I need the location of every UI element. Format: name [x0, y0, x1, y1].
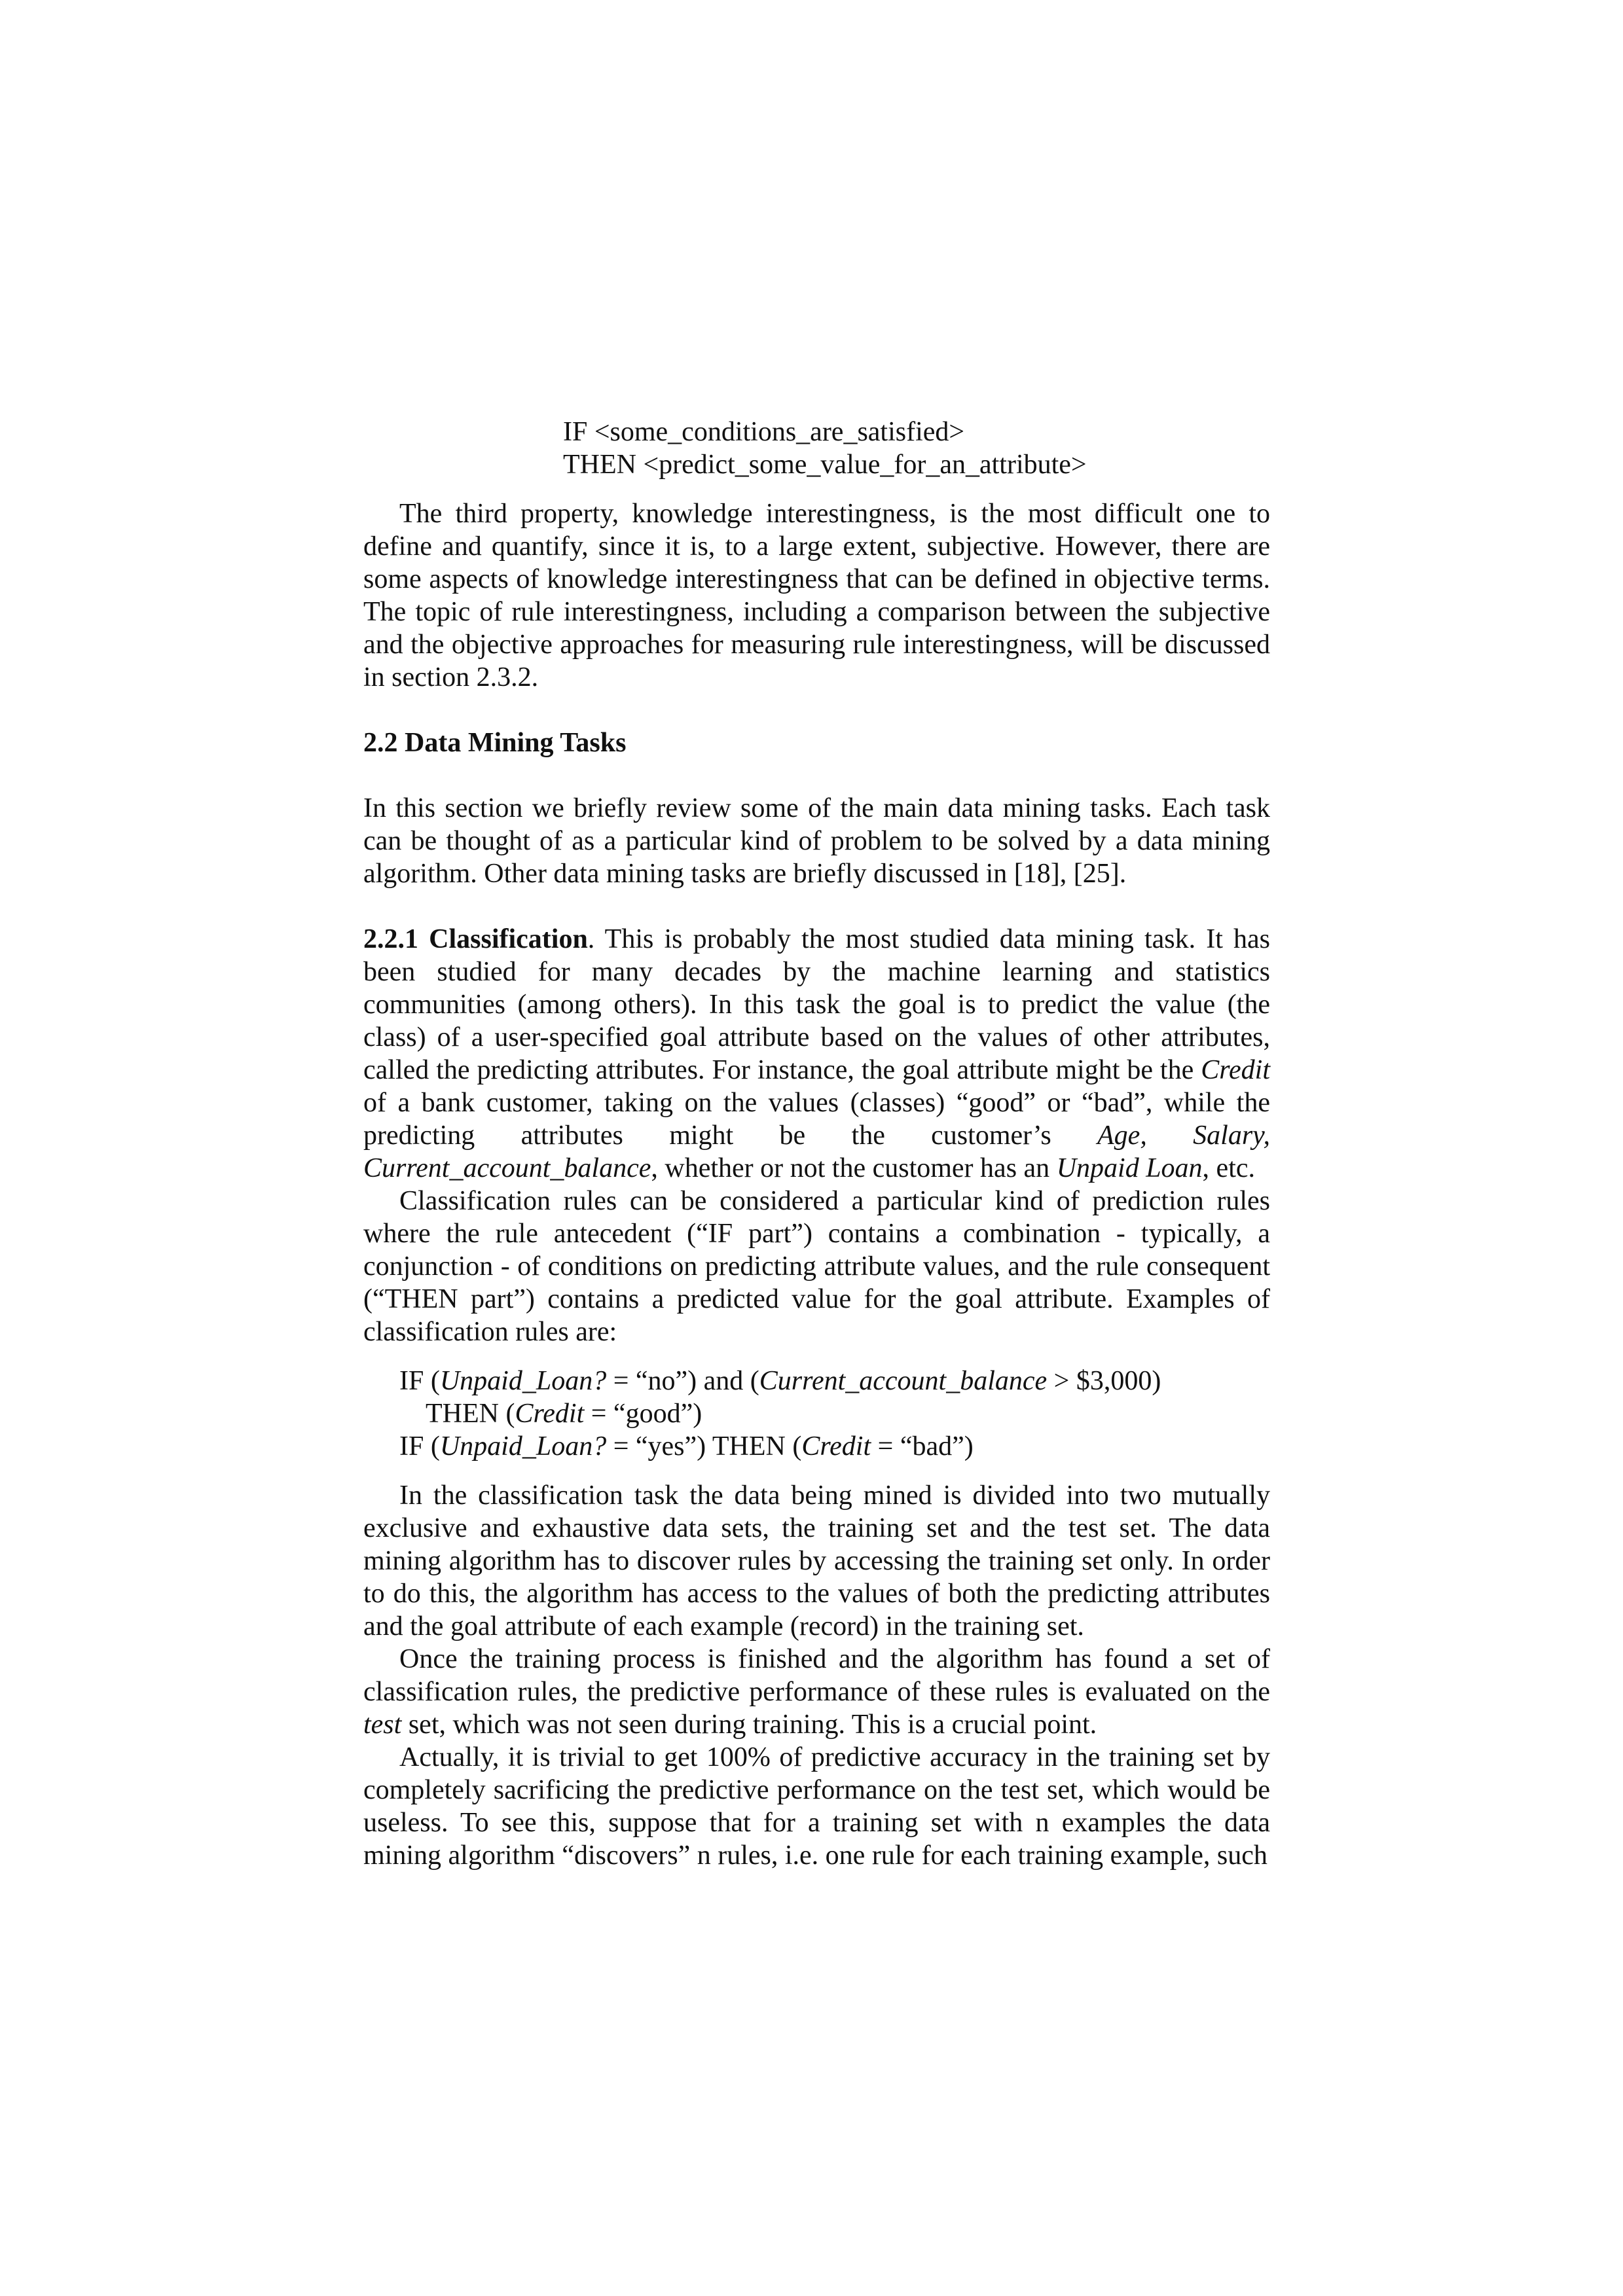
rule-examples — [399, 1365, 1270, 1463]
rule-template-then: THEN <predict_some_value_for_an_attribute> — [563, 450, 1087, 480]
paragraph-intro: In this section we briefly review some of the main data mining tasks. Each task can be thought of as a particular kind of problem to be solved by a data mining algorithm. Other data mining tasks are briefly discussed in [18], [25]. — [363, 793, 1270, 889]
paragraph-task: In the classification task the data being mined is divided into two mutually exclusive and exhaustive data sets, the training set and the test set. The data mining algorithm has to discover rules by accessing the training set only. In order to do this, the algorithm has access to the values of both the predicting attributes and the goal attribute of each example (record) in the training set. — [363, 1480, 1270, 1641]
paragraph-actually: Actually, it is trivial to get 100% of predictive accuracy in the training set by completely sacrificing the predictive performance on the test set, which would be useless. To see this, suppose that for a training set with n examples the data mining algorithm “discovers” n rules, i.e. one rule for each training example, such — [363, 1742, 1270, 1871]
section-heading: 2.2 Data Mining Tasks — [363, 728, 627, 758]
rule-example-1-consequent: THEN (Credit = “good”) — [426, 1399, 702, 1429]
rule-template-if: IF <some_conditions_are_satisfied> — [563, 417, 965, 447]
paragraph-classification-rules: Classification rules can be considered a particular kind of prediction rules where the rule antecedent (“IF part”) contains a combination - typically, a conjunction - of conditions on predicting attribute values, and the rule consequent (“THEN part”) contains a predicted value for the goal attribute. Examples of classification rules are: — [363, 1186, 1270, 1347]
page-body — [363, 416, 1270, 1872]
rule-example-1: IF (Unpaid_Loan? = “no”) and (Current_account_balance > $3,000) — [399, 1366, 1161, 1396]
rule-example-2: IF (Unpaid_Loan? = “yes”) THEN (Credit = “bad”) — [399, 1431, 974, 1462]
rule-template — [563, 416, 1270, 481]
paragraph-classification: 2.2.1 Classification. This is probably the most studied data mining task. It has been studied for many decades by the machine learning and statistics communities (among others). In this task the goal is to predict the value (the class) of a user-specified goal attribute based on the values of other attributes, called the predicting attributes. For instance, the goal attribute might be the Credit of a bank customer, taking on the values (classes) “good” or “bad”, while the predicting attributes might be the customer’s Age, Salary, Current_account_balance, whether or not the customer has an Unpaid Loan, etc. — [363, 924, 1270, 1183]
subsection-heading: 2.2.1 Classification — [363, 924, 588, 954]
paragraph-once: Once the training process is finished and the algorithm has found a set of classification rules, the predictive performance of these rules is evaluated on the test set, which was not seen during training. This is a crucial point. — [363, 1644, 1270, 1740]
paragraph-interestingness: The third property, knowledge interestingness, is the most difficult one to define and quantify, since it is, to a large extent, subjective. However, there are some aspects of knowledge interestingness that can be defined in objective terms. The topic of rule interestingness, including a comparison between the subjective and the objective approaches for measuring rule interestingness, will be discussed in section 2.3.2. — [363, 499, 1270, 692]
